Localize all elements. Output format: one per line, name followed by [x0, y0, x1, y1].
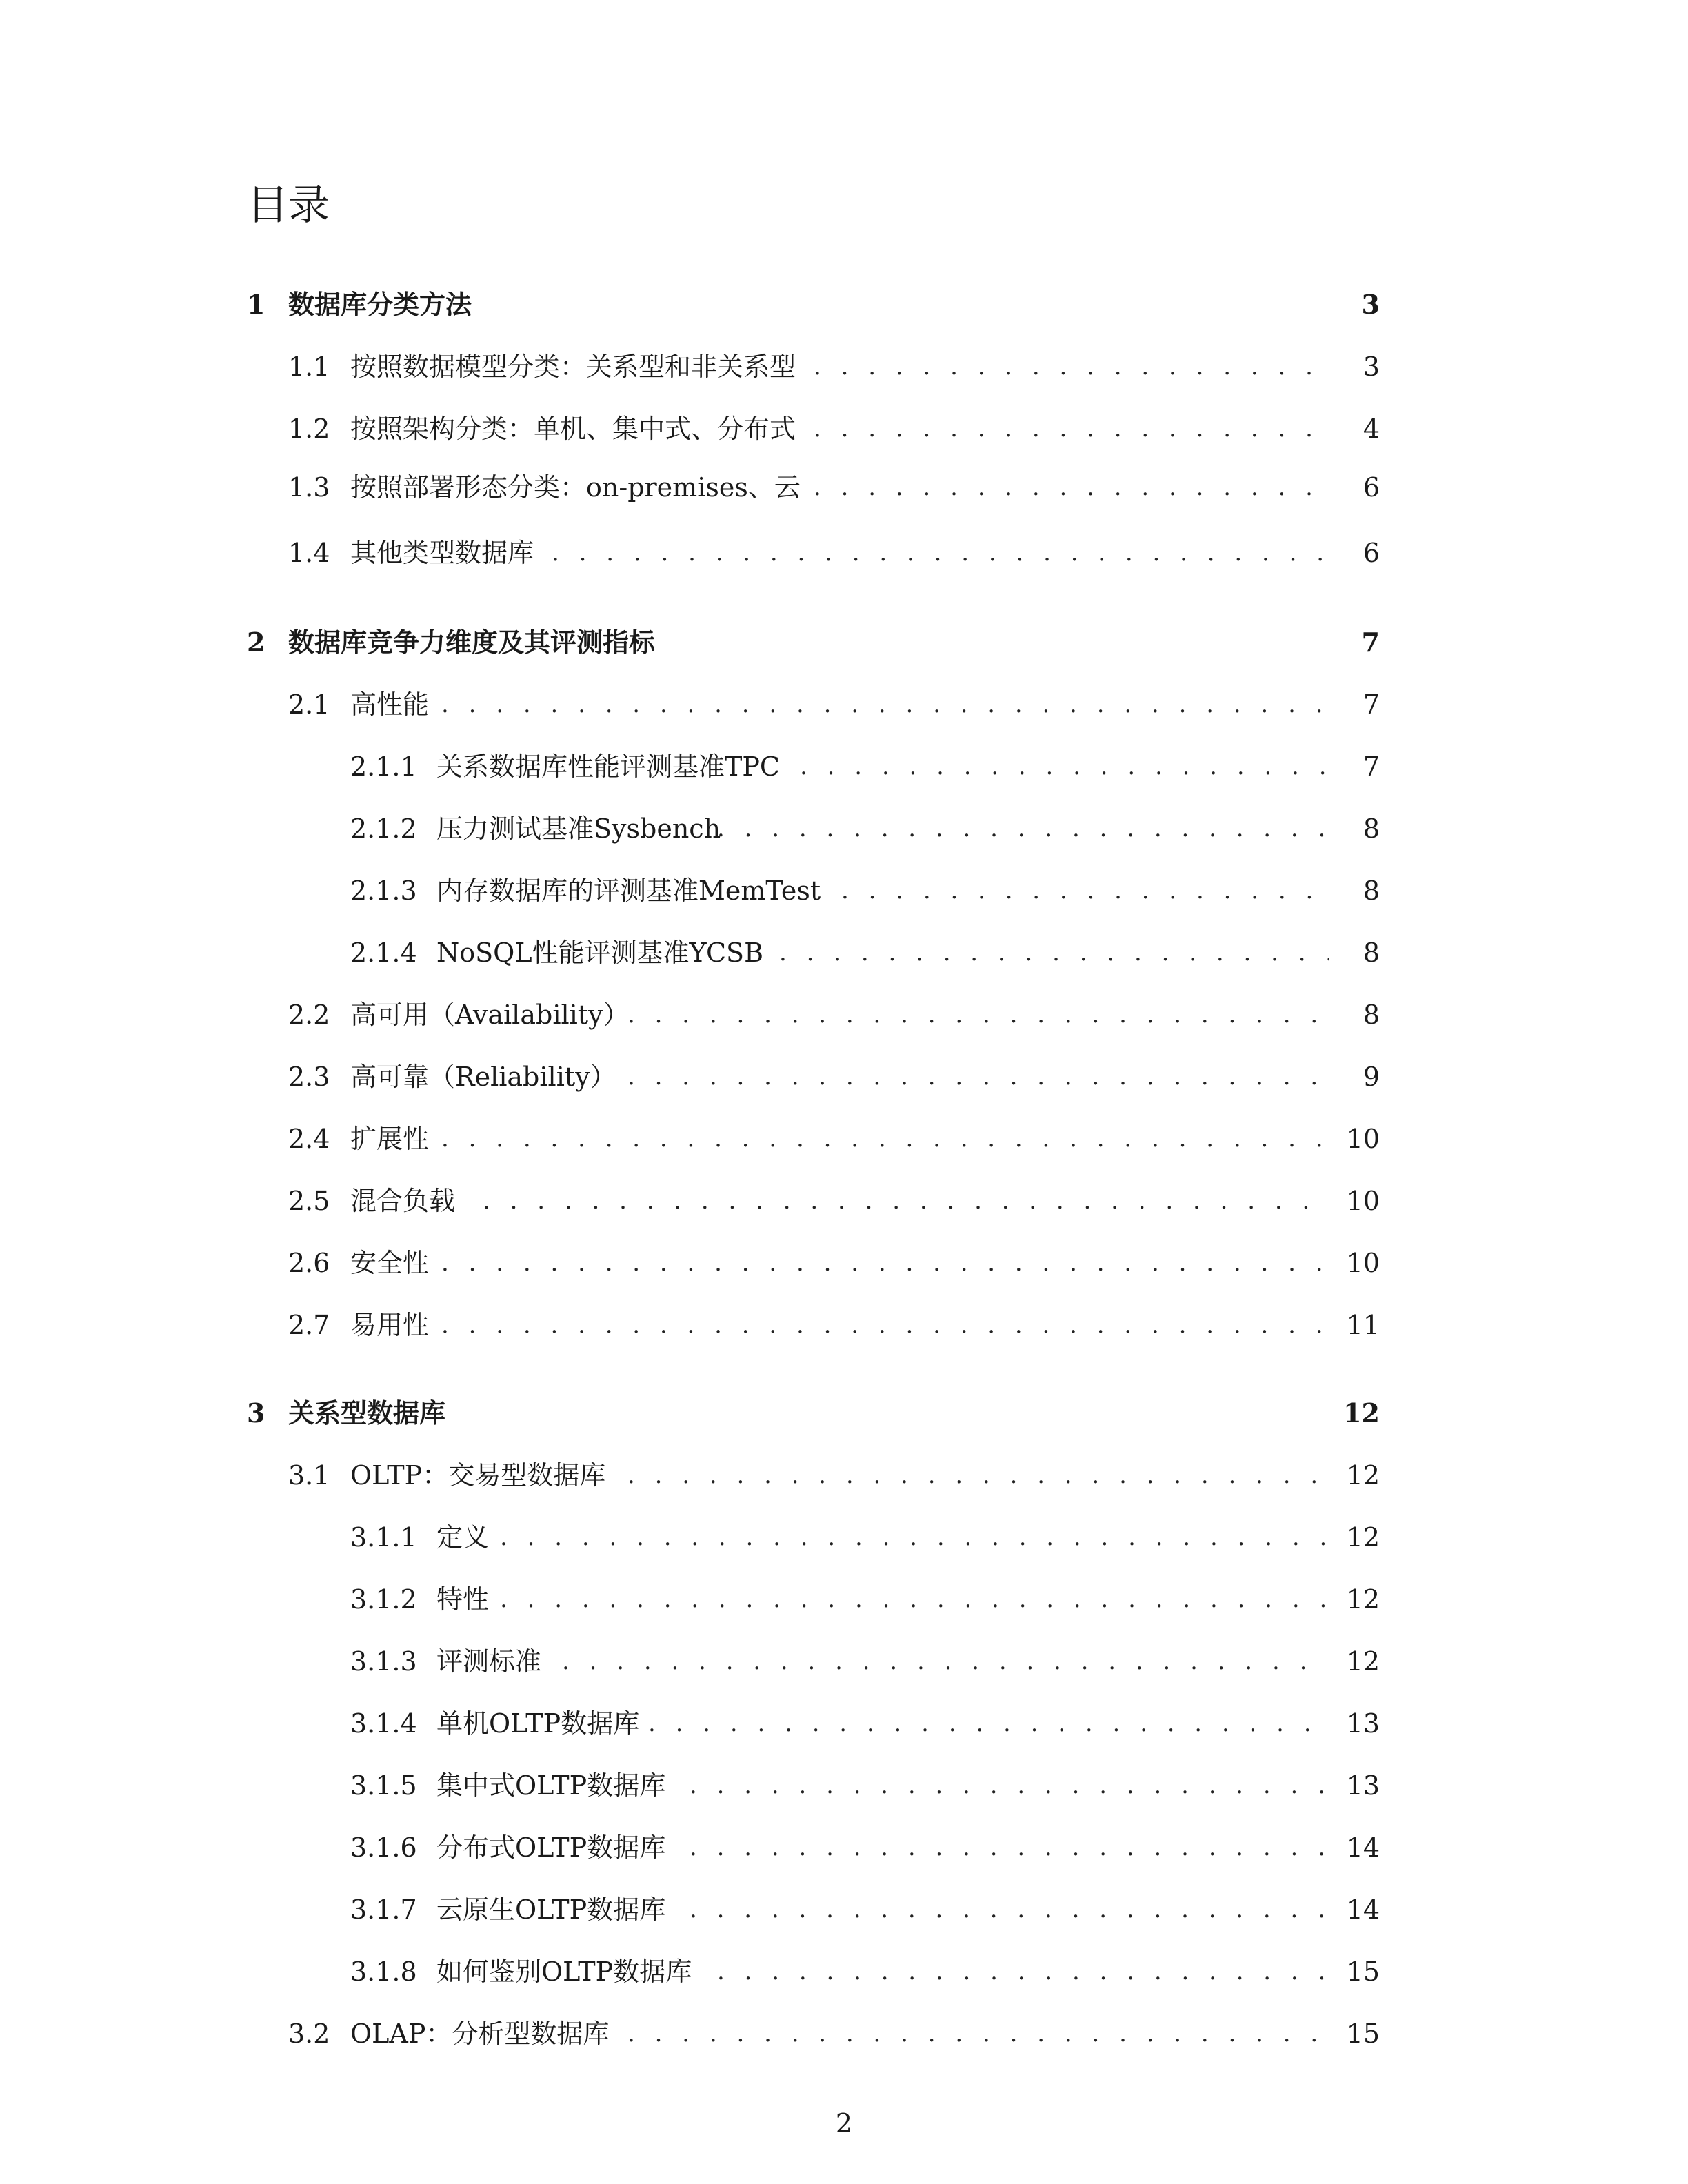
page-ref: 10	[1346, 1248, 1380, 1278]
page-ref: 15	[1346, 1957, 1380, 1987]
page-ref: 7	[1363, 689, 1380, 720]
section-number: 2.5	[288, 1186, 330, 1216]
section-number: 2.1.3	[350, 876, 417, 906]
section-number: 1	[247, 289, 265, 320]
page-ref: 14	[1346, 1832, 1380, 1863]
section-number: 2	[247, 627, 265, 658]
page-ref: 14	[1346, 1894, 1380, 1925]
section-title: 云原生OLTP数据库	[436, 1894, 666, 1925]
section-title: 压力测试基准Sysbench	[436, 813, 721, 844]
toc-subsubsection-3-1-1[interactable]	[0, 1517, 1688, 1558]
section-title: 集中式OLTP数据库	[436, 1770, 666, 1801]
leader-dots	[627, 2013, 1329, 2054]
toc-subsection-1-4[interactable]	[0, 532, 1688, 574]
toc-subsubsection-2-1-1[interactable]	[0, 746, 1688, 787]
toc-section-3[interactable]	[0, 1393, 1688, 1434]
section-number: 1.3	[288, 472, 330, 503]
section-title: 数据库竞争力维度及其评测指标	[288, 627, 656, 658]
leader-dots	[552, 532, 1329, 574]
section-number: 1.2	[288, 414, 330, 444]
page-ref: 15	[1346, 2019, 1380, 2049]
leader-dots	[800, 746, 1329, 787]
page-ref: 6	[1363, 472, 1380, 503]
section-number: 3.2	[288, 2019, 330, 2049]
section-title: 安全性	[350, 1248, 430, 1278]
section-title: 其他类型数据库	[350, 538, 534, 568]
leader-dots	[627, 1056, 1329, 1098]
page-ref: 8	[1363, 876, 1380, 906]
section-title: 高可用（Availability）	[350, 1000, 630, 1030]
page-ref: 12	[1343, 1397, 1380, 1428]
leader-dots	[841, 870, 1329, 911]
section-title: 高可靠（Reliability）	[350, 1062, 616, 1092]
section-number: 2.2	[288, 1000, 330, 1030]
leader-dots	[441, 1242, 1329, 1284]
page-ref: 8	[1363, 1000, 1380, 1030]
toc-subsection-2-6[interactable]	[0, 1242, 1688, 1284]
toc-subsubsection-2-1-3[interactable]	[0, 870, 1688, 911]
toc-subsection-2-3[interactable]	[0, 1056, 1688, 1098]
toc-subsection-3-1[interactable]	[0, 1455, 1688, 1496]
section-number: 2.7	[288, 1310, 330, 1340]
toc-subsubsection-2-1-2[interactable]	[0, 808, 1688, 849]
section-title: 关系数据库性能评测基准TPC	[436, 751, 780, 782]
page-ref: 4	[1363, 414, 1380, 444]
section-title: 数据库分类方法	[288, 290, 472, 320]
section-title: 高性能	[350, 689, 430, 720]
leader-dots	[814, 346, 1329, 387]
leader-dots	[483, 1180, 1329, 1222]
section-title: 关系型数据库	[288, 1398, 446, 1428]
leader-dots	[441, 1304, 1329, 1346]
leader-dots	[441, 684, 1329, 725]
toc-subsection-3-2[interactable]	[0, 2013, 1688, 2054]
page-ref: 8	[1363, 813, 1380, 844]
page-ref: 10	[1346, 1124, 1380, 1154]
section-number: 3.1.3	[350, 1646, 417, 1677]
section-number: 3.1	[288, 1460, 330, 1490]
toc-subsubsection-3-1-6[interactable]	[0, 1827, 1688, 1868]
page-number: 2	[835, 2108, 853, 2138]
toc-subsubsection-3-1-8[interactable]	[0, 1951, 1688, 1992]
toc-subsection-1-3[interactable]	[0, 467, 1688, 508]
section-title: 按照数据模型分类：关系型和非关系型	[350, 346, 801, 387]
leader-dots	[779, 932, 1329, 973]
page-ref: 13	[1346, 1708, 1380, 1739]
section-title: 易用性	[350, 1310, 430, 1340]
page-ref: 3	[1361, 289, 1380, 320]
section-number: 3.1.7	[350, 1894, 417, 1925]
section-title: 按照部署形态分类：on-premises、云	[350, 472, 801, 503]
page-ref: 12	[1346, 1646, 1380, 1677]
section-title: 按照架构分类：单机、集中式、分布式	[350, 414, 796, 444]
section-title: OLTP：交易型数据库	[350, 1460, 606, 1490]
toc-subsubsection-3-1-2[interactable]	[0, 1579, 1688, 1620]
section-number: 3.1.1	[350, 1522, 417, 1553]
leader-dots	[627, 994, 1329, 1035]
section-title: 评测标准	[436, 1646, 542, 1677]
page-ref: 8	[1363, 938, 1380, 968]
section-number: 2.4	[288, 1124, 330, 1154]
leader-dots	[500, 1579, 1329, 1620]
section-number: 2.1.2	[350, 813, 417, 844]
toc-subsection-1-1[interactable]	[0, 346, 1688, 387]
section-title: OLAP：分析型数据库	[350, 2019, 610, 2049]
section-number: 2.1.1	[350, 751, 417, 782]
leader-dots	[648, 1703, 1329, 1744]
section-number: 3.1.6	[350, 1832, 417, 1863]
section-number: 3	[247, 1397, 265, 1428]
section-title: 单机OLTP数据库	[436, 1708, 640, 1739]
page-ref: 7	[1361, 627, 1380, 658]
leader-dots	[627, 1455, 1329, 1496]
section-title: 特性	[436, 1584, 490, 1615]
toc-subsection-1-2[interactable]	[0, 408, 1688, 449]
page-ref: 6	[1363, 538, 1380, 568]
page-ref: 7	[1363, 751, 1380, 782]
section-number: 3.1.2	[350, 1584, 417, 1615]
leader-dots	[690, 1827, 1329, 1868]
section-title: 混合负载	[350, 1186, 456, 1216]
toc-subsubsection-3-1-5[interactable]	[0, 1765, 1688, 1806]
leader-dots	[717, 1951, 1329, 1992]
toc-subsubsection-3-1-4[interactable]	[0, 1703, 1688, 1744]
section-title: NoSQL性能评测基准YCSB	[436, 938, 763, 968]
leader-dots	[500, 1517, 1329, 1558]
section-title: 如何鉴别OLTP数据库	[436, 1957, 692, 1987]
toc-subsubsection-3-1-3[interactable]	[0, 1641, 1688, 1682]
page-ref: 9	[1363, 1062, 1380, 1092]
leader-dots	[690, 1765, 1329, 1806]
leader-dots	[717, 808, 1329, 849]
toc-section-2[interactable]	[0, 622, 1688, 663]
page-ref: 13	[1346, 1770, 1380, 1801]
section-number: 1.1	[288, 352, 330, 382]
toc-subsubsection-3-1-7[interactable]	[0, 1889, 1688, 1930]
section-title: 扩展性	[350, 1124, 430, 1154]
page-ref: 12	[1346, 1522, 1380, 1553]
section-number: 1.4	[288, 538, 330, 568]
page-ref: 12	[1346, 1584, 1380, 1615]
page-title: 目录	[247, 181, 330, 230]
section-title: 定义	[436, 1522, 490, 1553]
section-number: 3.1.5	[350, 1770, 417, 1801]
toc-section-1[interactable]	[0, 284, 1688, 325]
page-ref: 10	[1346, 1186, 1380, 1216]
section-number: 3.1.4	[350, 1708, 417, 1739]
section-title: 分布式OLTP数据库	[436, 1832, 666, 1863]
section-number: 3.1.8	[350, 1957, 417, 1987]
toc-subsection-2-4[interactable]	[0, 1118, 1688, 1160]
leader-dots	[814, 408, 1329, 449]
leader-dots	[441, 1118, 1329, 1160]
leader-dots	[814, 467, 1329, 508]
section-number: 2.1	[288, 689, 330, 720]
leader-dots	[562, 1641, 1329, 1682]
toc-subsection-2-5[interactable]	[0, 1180, 1688, 1222]
section-number: 2.1.4	[350, 938, 417, 968]
page-ref: 3	[1363, 352, 1380, 382]
toc-subsubsection-2-1-4[interactable]	[0, 932, 1688, 973]
toc-subsection-2-2[interactable]	[0, 994, 1688, 1035]
leader-dots	[690, 1889, 1329, 1930]
toc-subsection-2-1[interactable]	[0, 684, 1688, 725]
toc-subsection-2-7[interactable]	[0, 1304, 1688, 1346]
section-title: 内存数据库的评测基准MemTest	[436, 876, 821, 906]
section-number: 2.3	[288, 1062, 330, 1092]
page-ref: 11	[1346, 1310, 1380, 1340]
page-ref: 12	[1346, 1460, 1380, 1490]
section-number: 2.6	[288, 1248, 330, 1278]
